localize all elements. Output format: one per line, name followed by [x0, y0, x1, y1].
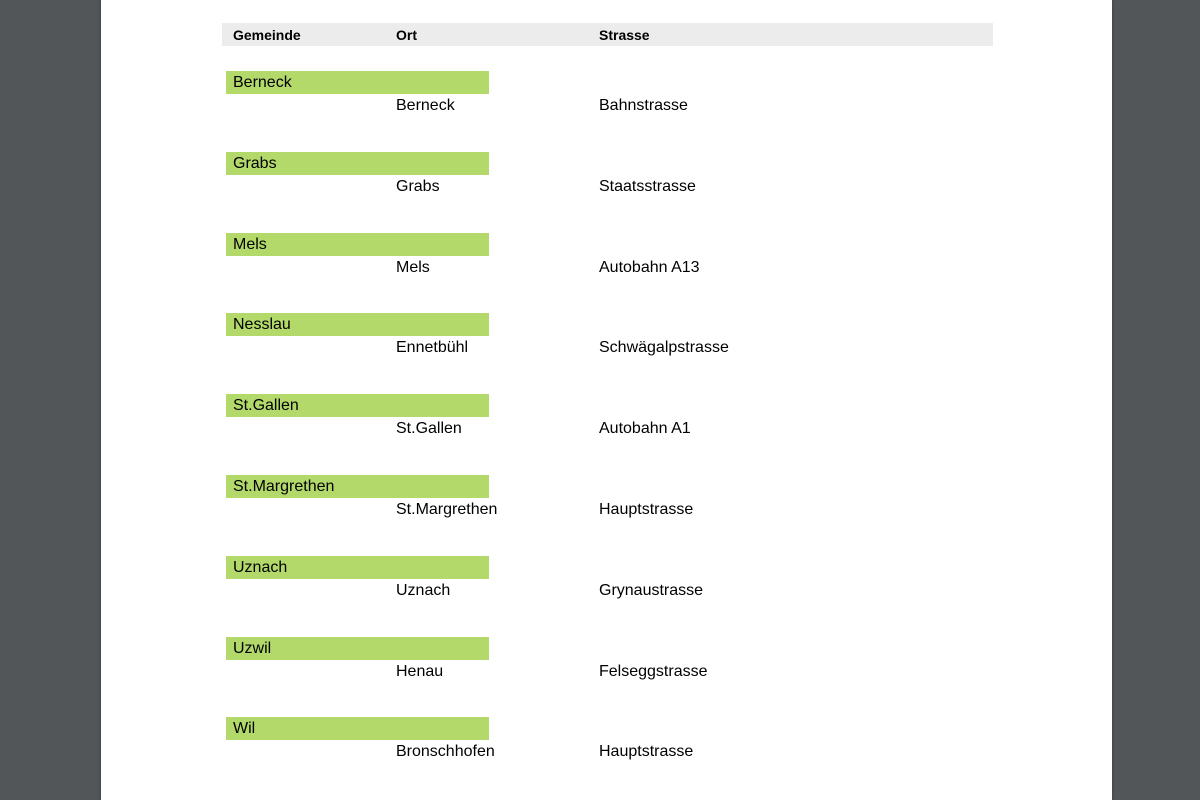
- strasse-cell: Autobahn A13: [599, 258, 700, 276]
- strasse-cell: Bahnstrasse: [599, 97, 688, 114]
- strasse-cell: Hauptstrasse: [599, 743, 694, 761]
- table-row: [101, 637, 1112, 718]
- gemeinde-name: Nesslau: [233, 316, 291, 334]
- gemeinde-group-header: [226, 233, 489, 256]
- document-page: [101, 0, 1112, 800]
- gemeinde-name: St.Gallen: [233, 397, 299, 415]
- column-header-strasse: Strasse: [599, 27, 650, 43]
- table-row: [101, 233, 1112, 314]
- gemeinde-group-header: [226, 717, 489, 740]
- ort-cell: St.Gallen: [396, 420, 462, 438]
- strasse-cell: Hauptstrasse: [599, 500, 694, 518]
- table-row: [101, 313, 1112, 394]
- ort-cell: St.Margrethen: [396, 500, 498, 518]
- strasse-cell: Felseggstrasse: [599, 662, 708, 680]
- gemeinde-group-header: [226, 394, 489, 417]
- ort-cell: Henau: [396, 662, 444, 680]
- strasse-cell: Grynaustrasse: [599, 581, 704, 599]
- strasse-cell: Autobahn A1: [599, 420, 691, 438]
- column-header-gemeinde: Gemeinde: [233, 27, 301, 43]
- gemeinde-group-header: [226, 475, 489, 498]
- column-header-ort: Ort: [396, 27, 417, 43]
- gemeinde-name: Wil: [233, 720, 256, 738]
- ort-cell: Bronschhofen: [396, 743, 495, 761]
- gemeinde-name: Uzwil: [233, 639, 272, 657]
- gemeinde-name: Grabs: [233, 154, 277, 172]
- gemeinde-group-header: [226, 637, 489, 660]
- table-body: [101, 71, 1112, 798]
- gemeinde-group-header: [226, 71, 489, 94]
- gemeinde-name: Mels: [233, 235, 267, 253]
- strasse-cell: Schwägalpstrasse: [599, 339, 729, 357]
- table-row: [101, 717, 1112, 798]
- gemeinde-name: Berneck: [233, 74, 292, 91]
- ort-cell: Uznach: [396, 581, 451, 599]
- table-header-row: [222, 23, 993, 46]
- gemeinde-group-header: [226, 152, 489, 175]
- gemeinde-name: St.Margrethen: [233, 477, 335, 495]
- gemeinde-name: Uznach: [233, 558, 288, 576]
- gemeinde-group-header: [226, 313, 489, 336]
- table-row: [101, 71, 1112, 152]
- gemeinde-group-header: [226, 556, 489, 579]
- table-row: [101, 475, 1112, 556]
- ort-cell: Berneck: [396, 97, 455, 114]
- table-row: [101, 394, 1112, 475]
- ort-cell: Mels: [396, 258, 430, 276]
- ort-cell: Ennetbühl: [396, 339, 469, 357]
- table-row: [101, 152, 1112, 233]
- table-row: [101, 556, 1112, 637]
- ort-cell: Grabs: [396, 177, 440, 195]
- strasse-cell: Staatsstrasse: [599, 177, 696, 195]
